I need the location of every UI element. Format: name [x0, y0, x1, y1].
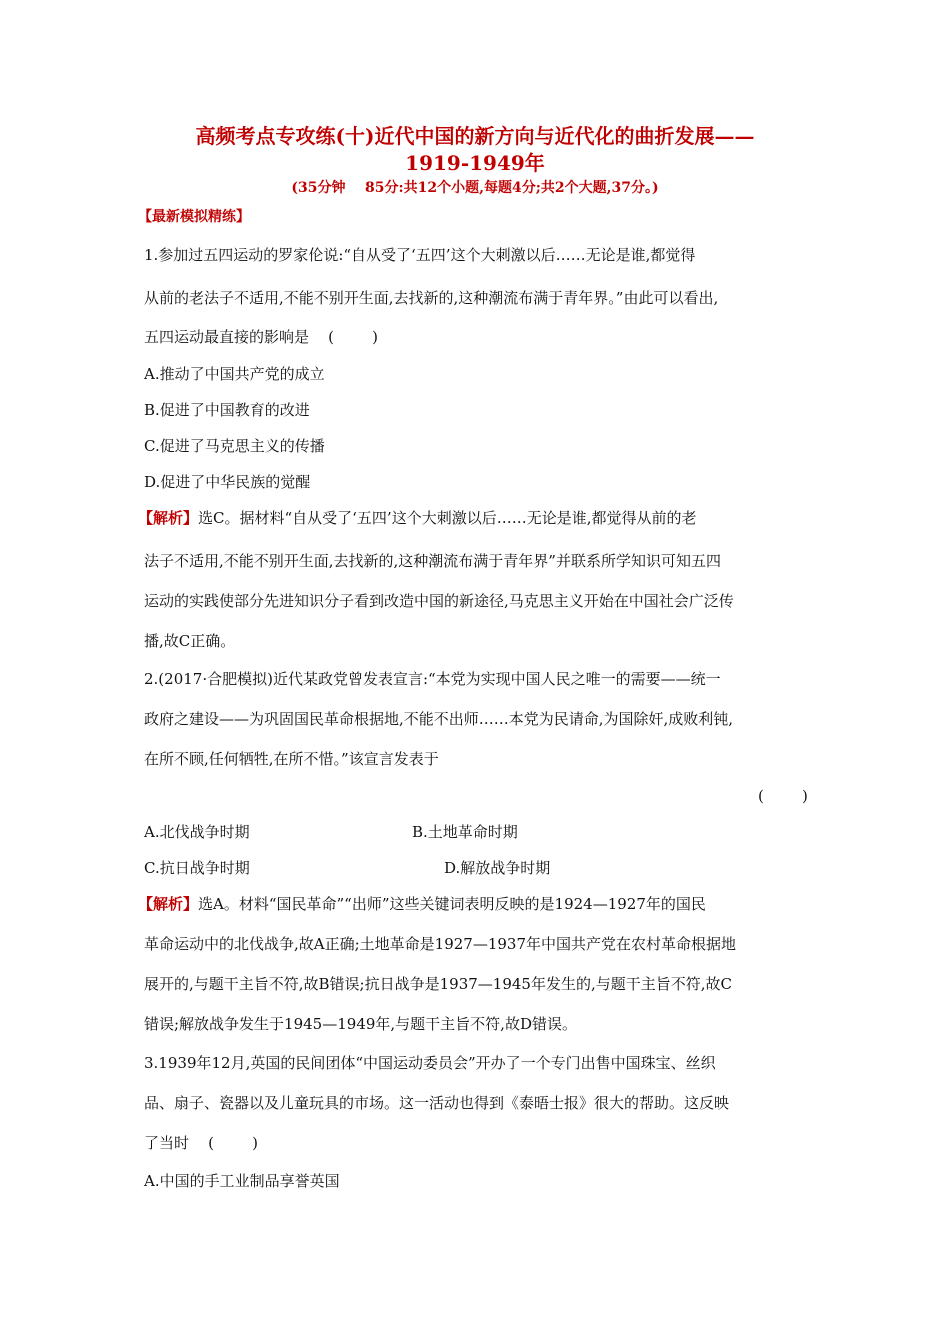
q2-analysis-line-1: [138, 893, 706, 915]
q2-option-c: C.抗日战争时期: [144, 859, 250, 877]
q2-stem-line-1: 2.(2017·合肥模拟)近代某政党曾发表宣言:“本党为实现中国人民之唯一的需要——统一: [144, 670, 721, 688]
q3-option-a: A.中国的手工业制品享誉英国: [144, 1172, 340, 1190]
section-label: 【最新模拟精练】: [138, 209, 250, 225]
q1-analysis-tag: 【解析】: [138, 509, 199, 527]
q2-answer-bracket: ( ): [758, 787, 808, 805]
page-title-line-2: 1919-1949年: [405, 151, 545, 175]
q1-stem-line-1: 1.参加过五四运动的罗家伦说:“自从受了‘五四’这个大刺激以后……无论是谁,都觉得: [144, 246, 696, 264]
q1-analysis-line-3: 运动的实践使部分先进知识分子看到改造中国的新途径,马克思主义开始在中国社会广泛传: [144, 592, 734, 610]
q2-option-a: A.北伐战争时期: [144, 823, 250, 841]
q1-analysis-line-4: 播,故C正确。: [144, 632, 236, 650]
q3-stem-line-1: 3.1939年12月,英国的民间团体“中国运动委员会”开办了一个专门出售中国珠宝、丝织: [144, 1054, 716, 1072]
q1-analysis-line-2: 法子不适用,不能不别开生面,去找新的,这种潮流布满于青年界”并联系所学知识可知五四: [144, 552, 721, 570]
q2-stem-line-3: 在所不顾,任何牺牲,在所不惜。”该宣言发表于: [144, 750, 439, 768]
q1-stem-line-2: 从前的老法子不适用,不能不别开生面,去找新的,这种潮流布满于青年界。”由此可以看出,: [144, 289, 719, 307]
q2-analysis-line-4: 错误;解放战争发生于1945—1949年,与题干主旨不符,故D错误。: [144, 1015, 577, 1033]
q1-analysis-text-1: 选C。据材料“自从受了‘五四’这个大刺激以后……无论是谁,都觉得从前的老: [198, 509, 697, 527]
q2-analysis-line-3: 展开的,与题干主旨不符,故B错误;抗日战争是1937—1945年发生的,与题干主旨不符,故C: [144, 975, 732, 993]
q2-analysis-text-1: 选A。材料“国民革命”“出师”这些关键词表明反映的是1924—1927年的国民: [198, 895, 706, 913]
q2-option-d: D.解放战争时期: [444, 859, 551, 877]
q2-analysis-line-2: 革命运动中的北伐战争,故A正确;土地革命是1927—1937年中国共产党在农村革命根据地: [144, 935, 737, 953]
page-title-line-1: 高频考点专攻练(十)近代中国的新方向与近代化的曲折发展——: [195, 124, 755, 148]
q2-analysis-tag: 【解析】: [138, 895, 199, 913]
q2-option-b: B.土地革命时期: [412, 823, 518, 841]
q3-stem-line-2: 品、扇子、瓷器以及儿童玩具的市场。这一活动也得到《泰晤士报》很大的帮助。这反映: [144, 1094, 730, 1112]
q2-stem-line-2: 政府之建设——为巩固国民革命根据地,不能不出师……本党为民请命,为国除奸,成败利钝,: [144, 710, 734, 728]
q3-stem-line-3: 了当时 ( ): [144, 1134, 258, 1152]
q1-option-a: A.推动了中国共产党的成立: [144, 365, 325, 383]
q1-stem-line-3: 五四运动最直接的影响是 ( ): [144, 328, 378, 346]
page-subtitle: (35分钟 85分:共12个小题,每题4分;共2个大题,37分。): [291, 180, 659, 196]
q1-analysis-line-1: [138, 507, 696, 529]
q1-option-d: D.促进了中华民族的觉醒: [144, 473, 311, 491]
q1-option-b: B.促进了中国教育的改进: [144, 401, 310, 419]
q1-option-c: C.促进了马克思主义的传播: [144, 437, 325, 455]
